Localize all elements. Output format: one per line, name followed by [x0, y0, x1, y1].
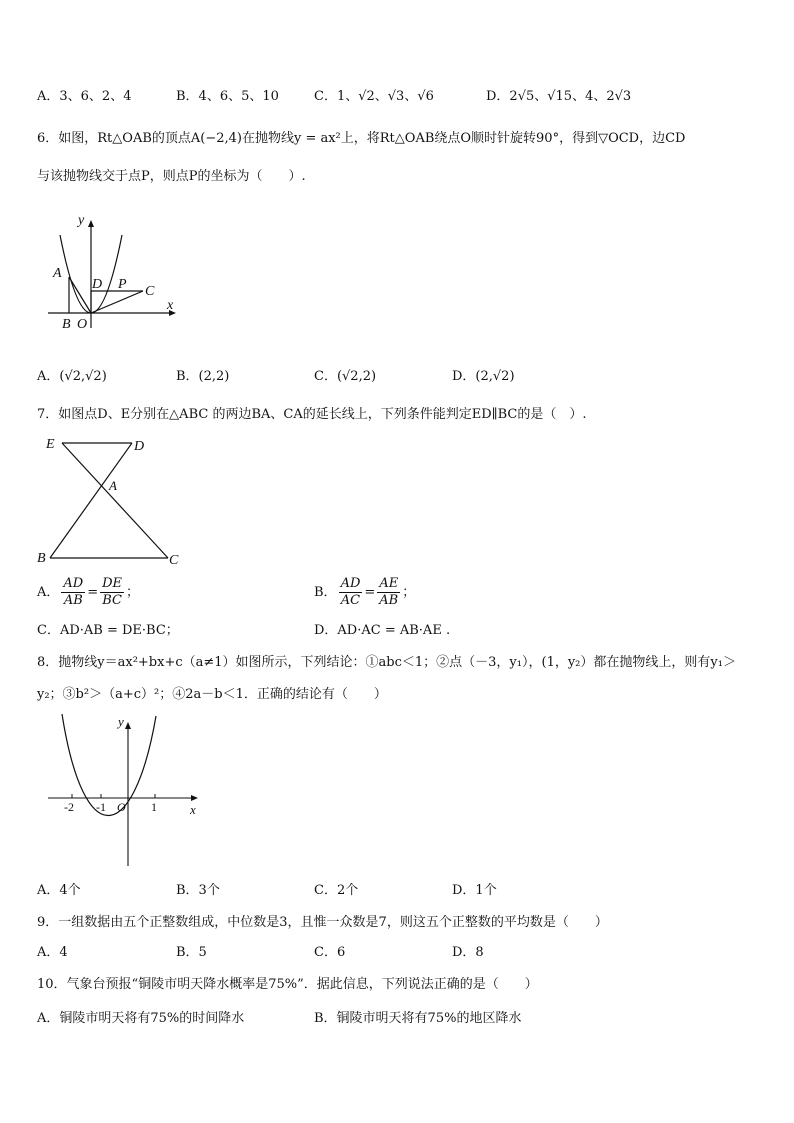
q7-option-a-frac1-den: AB	[63, 593, 83, 608]
q8-stem-line1: 8．抛物线y＝ax²+bx+c（a≠1）如图所示，下列结论：①abc＜1；②点（－3，y₁），(1，y₂）都在抛物线上，则有y₁＞	[37, 655, 736, 670]
q9-option-a: A．4	[37, 945, 68, 960]
q6-option-d: D．(2,√2)	[452, 369, 515, 384]
q6-stem-line1: 6．如图，Rt△OAB的顶点A(−2,4)在抛物线y = ax²上，将Rt△OAB绕点O顺时针旋转90°，得到▽OCD，边CD	[37, 131, 686, 146]
q6-option-b: B．(2,2)	[176, 369, 230, 384]
q8-stem-line2: y₂；③b²＞（a+c）²；④2a－b＜1．正确的结论有（ ）	[37, 687, 387, 702]
q7-option-a-prefix: A．	[37, 585, 60, 600]
q7-label-d: D	[134, 439, 145, 454]
q6-label-a: A	[53, 266, 62, 281]
q5-option-c: C．1、√2、√3、√6	[314, 89, 434, 104]
q8-option-b: B．3个	[176, 883, 220, 898]
q7-option-b-frac1-den: AC	[340, 593, 361, 608]
q7-option-a-frac1-num: AD	[63, 576, 84, 591]
q7-option-a: A． $\frac{AD}{AB}$ = $\frac{DE}{BC}$ ；	[37, 576, 140, 608]
q6-figure	[40, 210, 185, 340]
q7-label-b: B	[37, 551, 46, 566]
q7-option-a-frac2	[100, 576, 124, 609]
q9-option-b: B．5	[176, 945, 207, 960]
q7-seg-bd	[50, 443, 132, 558]
q6-label-y: y	[78, 213, 85, 228]
q6-label-d: D	[92, 277, 103, 292]
q9-option-d: D．8	[452, 945, 484, 960]
q7-option-b-frac2	[377, 576, 400, 609]
q6-y-arrow	[88, 220, 94, 227]
q7-seg-ec	[62, 443, 168, 558]
q8-option-a: A．4个	[37, 883, 81, 898]
q7-stem: 7．如图点D、E分别在△ABC 的两边BA、CA的延长线上，下列条件能判定ED∥BC的是（ ）.	[37, 407, 587, 422]
q6-seg-oc	[91, 291, 143, 313]
q7-option-c: C．AD·AB = DE·BC；	[37, 623, 179, 638]
q6-label-o: O	[77, 317, 88, 332]
q8-label-y: y	[118, 714, 124, 729]
q10-stem: 10．气象台预报“铜陵市明天降水概率是75%”．据此信息，下列说法正确的是（ ）	[37, 977, 538, 992]
q7-option-b-frac1	[339, 576, 363, 609]
q8-y-arrow	[125, 722, 131, 729]
q6-option-a: A．(√2,√2)	[37, 369, 107, 384]
q7-option-a-suffix: ；	[126, 585, 140, 600]
q7-figure	[36, 432, 186, 572]
q5-option-a: A．3、6、2、4	[37, 89, 132, 104]
q8-option-c: C．2个	[314, 883, 359, 898]
q7-label-c: C	[169, 553, 179, 568]
q7-option-d: D．AD·AC = AB·AE .	[314, 623, 451, 638]
q8-label-x: x	[190, 802, 196, 817]
q7-option-b-frac1-num: AD	[340, 576, 361, 591]
q9-stem: 9．一组数据由五个正整数组成，中位数是3，且惟一众数是7，则这五个正整数的平均数是（ ）	[37, 915, 608, 930]
q7-option-a-frac1	[61, 576, 85, 609]
q9-option-c: C．6	[314, 945, 346, 960]
q6-stem-line2: 与该抛物线交于点P，则点P的坐标为（ ）.	[37, 169, 306, 184]
q7-option-a-frac2-num: DE	[102, 576, 123, 591]
q7-option-b-suffix: ；	[402, 585, 416, 600]
q7-option-a-frac2-den: BC	[102, 593, 122, 608]
q7-label-e: E	[46, 437, 55, 452]
q7-option-b: B． $\frac{AD}{AC}$ = $\frac{AE}{AB}$ ；	[314, 576, 416, 608]
q5-option-b: B．4、6、5、10	[176, 89, 279, 104]
q7-option-b-prefix: B．	[314, 585, 337, 600]
q8-figure	[44, 714, 209, 874]
q6-label-b: B	[62, 317, 71, 332]
q7-label-a: A	[109, 478, 117, 493]
q8-label-o: O	[117, 800, 126, 814]
q8-x-arrow	[191, 795, 198, 801]
q7-option-b-frac2-num: AE	[379, 576, 399, 591]
q8-tick-label-m2: -2	[64, 800, 74, 814]
q8-tick-label-1: 1	[151, 800, 157, 814]
q10-option-a: A．铜陵市明天将有75%的时间降水	[37, 1011, 245, 1026]
q6-label-c: C	[145, 284, 155, 299]
q8-option-d: D．1个	[452, 883, 497, 898]
q8-parabola	[62, 714, 156, 816]
q7-option-b-frac2-den: AB	[379, 593, 399, 608]
q6-label-p: P	[118, 277, 127, 292]
q6-seg-oa	[69, 277, 91, 313]
q10-option-b: B．铜陵市明天将有75%的地区降水	[314, 1011, 522, 1026]
q6-label-x: x	[167, 298, 174, 313]
q8-tick-label-m1: -1	[96, 800, 106, 814]
q5-option-d: D．2√5、√15、4、2√3	[486, 89, 632, 104]
q6-option-c: C．(√2,2)	[314, 369, 377, 384]
